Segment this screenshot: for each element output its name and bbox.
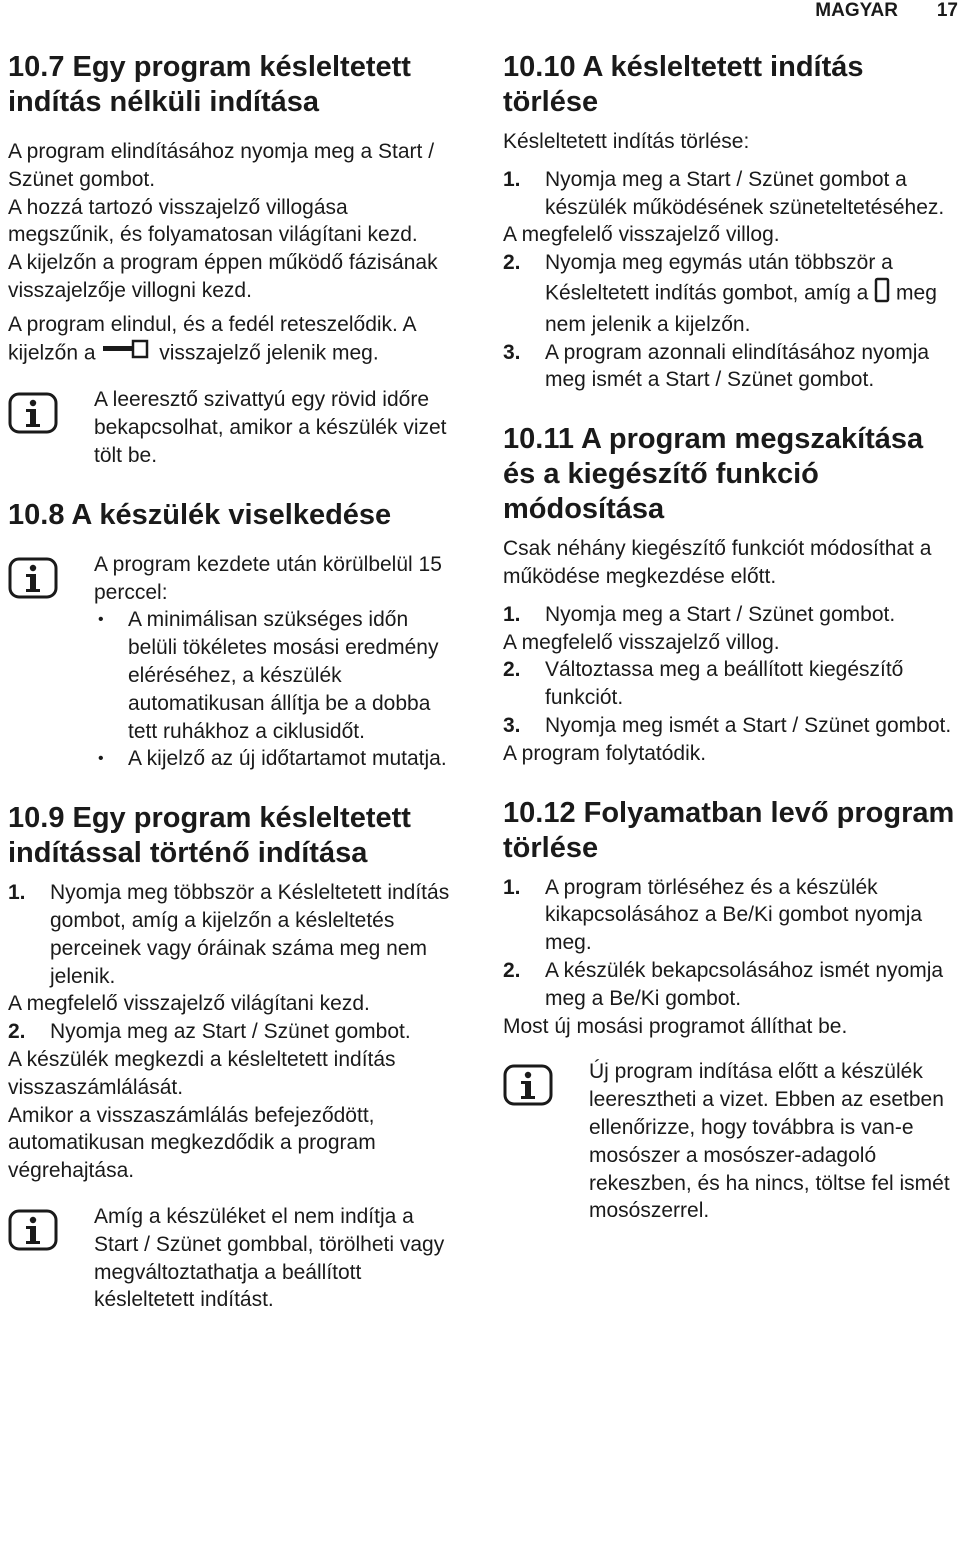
step-item [503,874,955,957]
note-text: Amíg a készüléket el nem indítja a Start / Szünet gombbal, törölheti vagy megváltoztathatja a beállított késleltetett indítást. [94,1204,445,1312]
step-item [8,879,458,990]
info-note [8,1203,458,1314]
step-text: Nyomja meg a Start / Szünet gombot a készülék működésének szüneteltetéséhez. [545,167,945,219]
list-item: • A kijelző az új időtartamot mutatja. [94,745,458,773]
section-title: 10.10 A késleltetett indítás törlése [503,51,864,118]
step-item [8,1018,458,1046]
step-item [503,656,955,712]
info-icon [8,392,58,442]
step-text: A készülék bekapcsolásához ismét nyomja meg a Be/Ki gombot. [545,958,944,1010]
step-number: 3. [503,340,521,364]
list-item: • A minimálisan szükséges időn belüli tökéletes mosási eredmény eléréséhez, a készülék automatikusan állítja be a dobba tett ruhákhoz a ciklusidőt. [94,606,458,745]
step-number: 2. [503,251,521,275]
note-text: A program kezdete után körülbelül 15 perccel: [94,552,442,604]
paragraph: A program folytatódik. [503,741,707,765]
step-item [503,712,955,740]
step-text: Nyomja meg többször a Késleltetett indítás gombot, amíg a kijelzőn a késleltetés perceinek vagy óráinak száma meg nem jelenik. [50,881,450,988]
info-icon [8,557,58,607]
step-text: Nyomja meg az Start / Szünet gombot. [50,1020,411,1044]
step-number: 3. [503,713,521,737]
step-text: Nyomja meg egymás után többször a Késleltetett indítás gombot, amíg a [545,251,893,305]
step-item [503,601,955,629]
language-label: MAGYAR [815,0,898,21]
paragraph: Most új mosási programot állíthat be. [503,1014,848,1038]
step-number: 1. [503,875,521,899]
paragraph: A készülék megkezdi a késleltetett indítás visszaszámlálását. [8,1047,396,1099]
page-header [0,0,960,30]
note-text: A leeresztő szivattyú egy rövid időre bekapcsolhat, amikor a készülék vizet tölt be. [94,388,447,467]
section-title: 10.9 Egy program késleltetett indítással történő indítása [8,802,411,870]
step-text: meg nem jelenik a kijelzőn. [545,281,937,336]
info-note [503,1058,955,1225]
section-10-9 [8,801,458,1314]
paragraph: Amikor a visszaszámlálás befejeződött, automatikusan megkezdődik a program végrehajtása. [8,1103,376,1183]
paragraph: A kijelzőn a program éppen működő fázisának visszajelzője villogni kezd. [8,251,438,302]
paragraph: A hozzá tartozó visszajelző villogása megszűnik, és folyamatosan világítani kezd. [8,195,418,247]
section-10-11 [503,422,955,767]
step-text: Nyomja meg a Start / Szünet gombot. [545,602,896,626]
step-item [503,249,955,338]
note-text: Új program indítása előtt a készülék leeresztheti a vizet. Ebben az esetben ellenőrizze, hogy továbbra is van-e mosószer a mosószer-adagoló rekeszben, és ha nincs, töltse fel ismét mosószerrel. [589,1060,950,1223]
step-item [503,957,955,1013]
paragraph: Csak néhány kiegészítő funkciót módosíthat a működése megkezdése előtt. [503,537,932,588]
paragraph-text: visszajelző jelenik meg. [159,341,379,365]
step-text: A program azonnali elindításához nyomja meg ismét a Start / Szünet gombot. [545,340,930,392]
section-title: 10.7 Egy program késleltetett indítás nélküli indítása [8,51,411,118]
right-column [503,50,955,1225]
step-text: A program törléséhez és a készülék kikapcsolásához a Be/Ki gombot nyomja meg. [545,875,923,955]
info-icon [8,1209,58,1259]
paragraph [8,311,458,369]
step-number: 1. [503,167,521,191]
step-number: 1. [503,602,521,626]
step-number: 2. [503,658,521,682]
section-10-10 [503,50,955,394]
step-item [503,166,955,222]
page-number: 17 [936,0,958,21]
section-10-7 [8,50,458,470]
paragraph: A megfelelő visszajelző villog. [503,630,780,654]
paragraph: Késleltetett indítás törlése: [503,130,750,153]
step-text: Nyomja meg ismét a Start / Szünet gombot. [545,713,952,737]
step-item [503,339,955,395]
section-title: 10.8 A készülék viselkedése [8,498,392,531]
info-icon [503,1064,553,1114]
step-number: 1. [8,881,26,905]
info-note [8,386,458,469]
section-10-8 [8,498,458,773]
step-text: Változtassa meg a beállított kiegészítő funkciót. [545,658,904,710]
step-number: 2. [503,958,521,982]
section-10-12 [503,796,955,1226]
paragraph: A megfelelő visszajelző világítani kezd. [8,992,370,1016]
left-column [8,50,458,1314]
paragraph-text: A program elindul, és a fedél reteszelődik. A kijelzőn a [8,312,416,365]
info-note [8,551,458,773]
lock-indicator-icon [101,339,153,369]
section-title: 10.12 Folyamatban levő program törlése [503,796,955,864]
section-title: 10.11 A program megszakítása és a kiegészítő funkció módosítása [503,423,924,526]
step-number: 2. [8,1020,26,1044]
display-segment-icon [874,277,890,311]
paragraph: A program elindításához nyomja meg a Start / Szünet gombot. [8,140,435,191]
paragraph: A megfelelő visszajelző villog. [503,223,780,247]
bullet-list [94,606,458,773]
